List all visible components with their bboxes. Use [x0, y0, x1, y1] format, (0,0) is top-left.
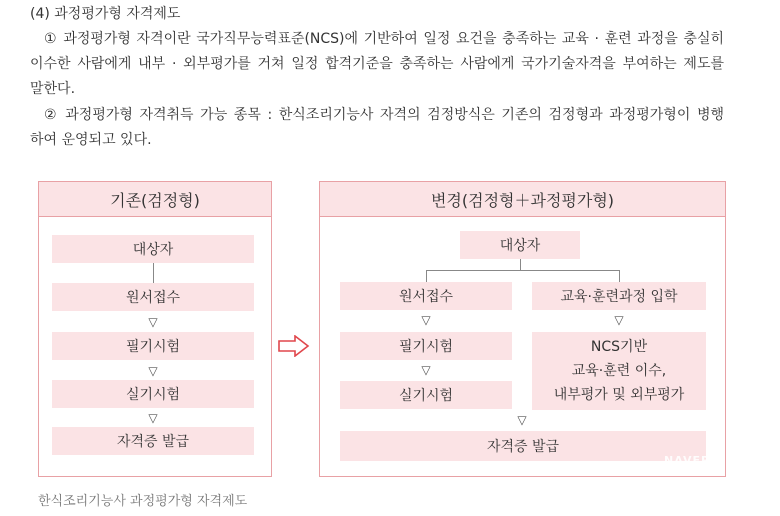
- changed-step-written-exam: 필기시험: [340, 332, 512, 360]
- naver-watermark: NAVER: [664, 454, 711, 467]
- branch-connector-horizontal: [426, 270, 619, 271]
- existing-step-target: 대상자: [52, 235, 254, 263]
- down-triangle-icon: ▽: [148, 315, 158, 329]
- down-triangle-icon: ▽: [148, 364, 158, 378]
- changed-step-practical-exam: 실기시험: [340, 381, 512, 409]
- existing-step-application: 원서접수: [52, 283, 254, 311]
- down-triangle-icon: ▽: [517, 413, 527, 427]
- training-detail-line-3: 내부평가 및 외부평가: [553, 387, 685, 403]
- existing-method-title: 기존(검정형): [39, 182, 271, 217]
- paragraph-1-line-1: ① 과정평가형 자격이란 국가직무능력표준(NCS)에 기반하여 일정 요건을 충족하는 교육 · 훈련 과정을 충실히: [44, 31, 724, 47]
- right-arrow-icon: [278, 335, 310, 357]
- down-triangle-icon: ▽: [614, 313, 624, 327]
- existing-step-certificate: 자격증 발급: [52, 427, 254, 455]
- training-detail-line-2: 교육·훈련 이수,: [571, 363, 667, 379]
- changed-step-certificate: 자격증 발급: [340, 431, 706, 461]
- changed-step-target: 대상자: [460, 231, 580, 259]
- down-triangle-icon: ▽: [421, 313, 431, 327]
- down-triangle-icon: ▽: [421, 363, 431, 377]
- changed-step-training-evaluation: [532, 332, 706, 410]
- section-title: (4) 과정평가형 자격제도: [30, 6, 181, 22]
- paragraph-1-line-3: 말한다.: [30, 81, 76, 97]
- existing-step-written-exam: 필기시험: [52, 332, 254, 360]
- branch-connector-left: [426, 270, 427, 282]
- changed-method-title: 변경(검정형＋과정평가형): [320, 182, 725, 217]
- training-detail-line-1: NCS기반: [590, 339, 648, 355]
- changed-step-training-entry: 교육·훈련과정 입학: [532, 282, 706, 310]
- branch-connector-right: [619, 270, 620, 282]
- paragraph-2-line-1: ② 과정평가형 자격취득 가능 종목 : 한식조리기능사 자격의 검정방식은 기존의 검정형과 과정평가형이 병행: [44, 107, 724, 123]
- figure-caption: 한식조리기능사 과정평가형 자격제도: [38, 494, 248, 509]
- existing-step-practical-exam: 실기시험: [52, 380, 254, 408]
- branch-connector-stem: [520, 259, 521, 270]
- changed-step-application: 원서접수: [340, 282, 512, 310]
- paragraph-2-line-2: 하여 운영되고 있다.: [30, 132, 152, 148]
- existing-connector-line: [153, 263, 154, 283]
- paragraph-1-line-2: 이수한 사람에게 내부 · 외부평가를 거쳐 일정 합격기준을 충족하는 사람에게 국가기술자격을 부여하는 제도를: [30, 56, 724, 72]
- down-triangle-icon: ▽: [148, 411, 158, 425]
